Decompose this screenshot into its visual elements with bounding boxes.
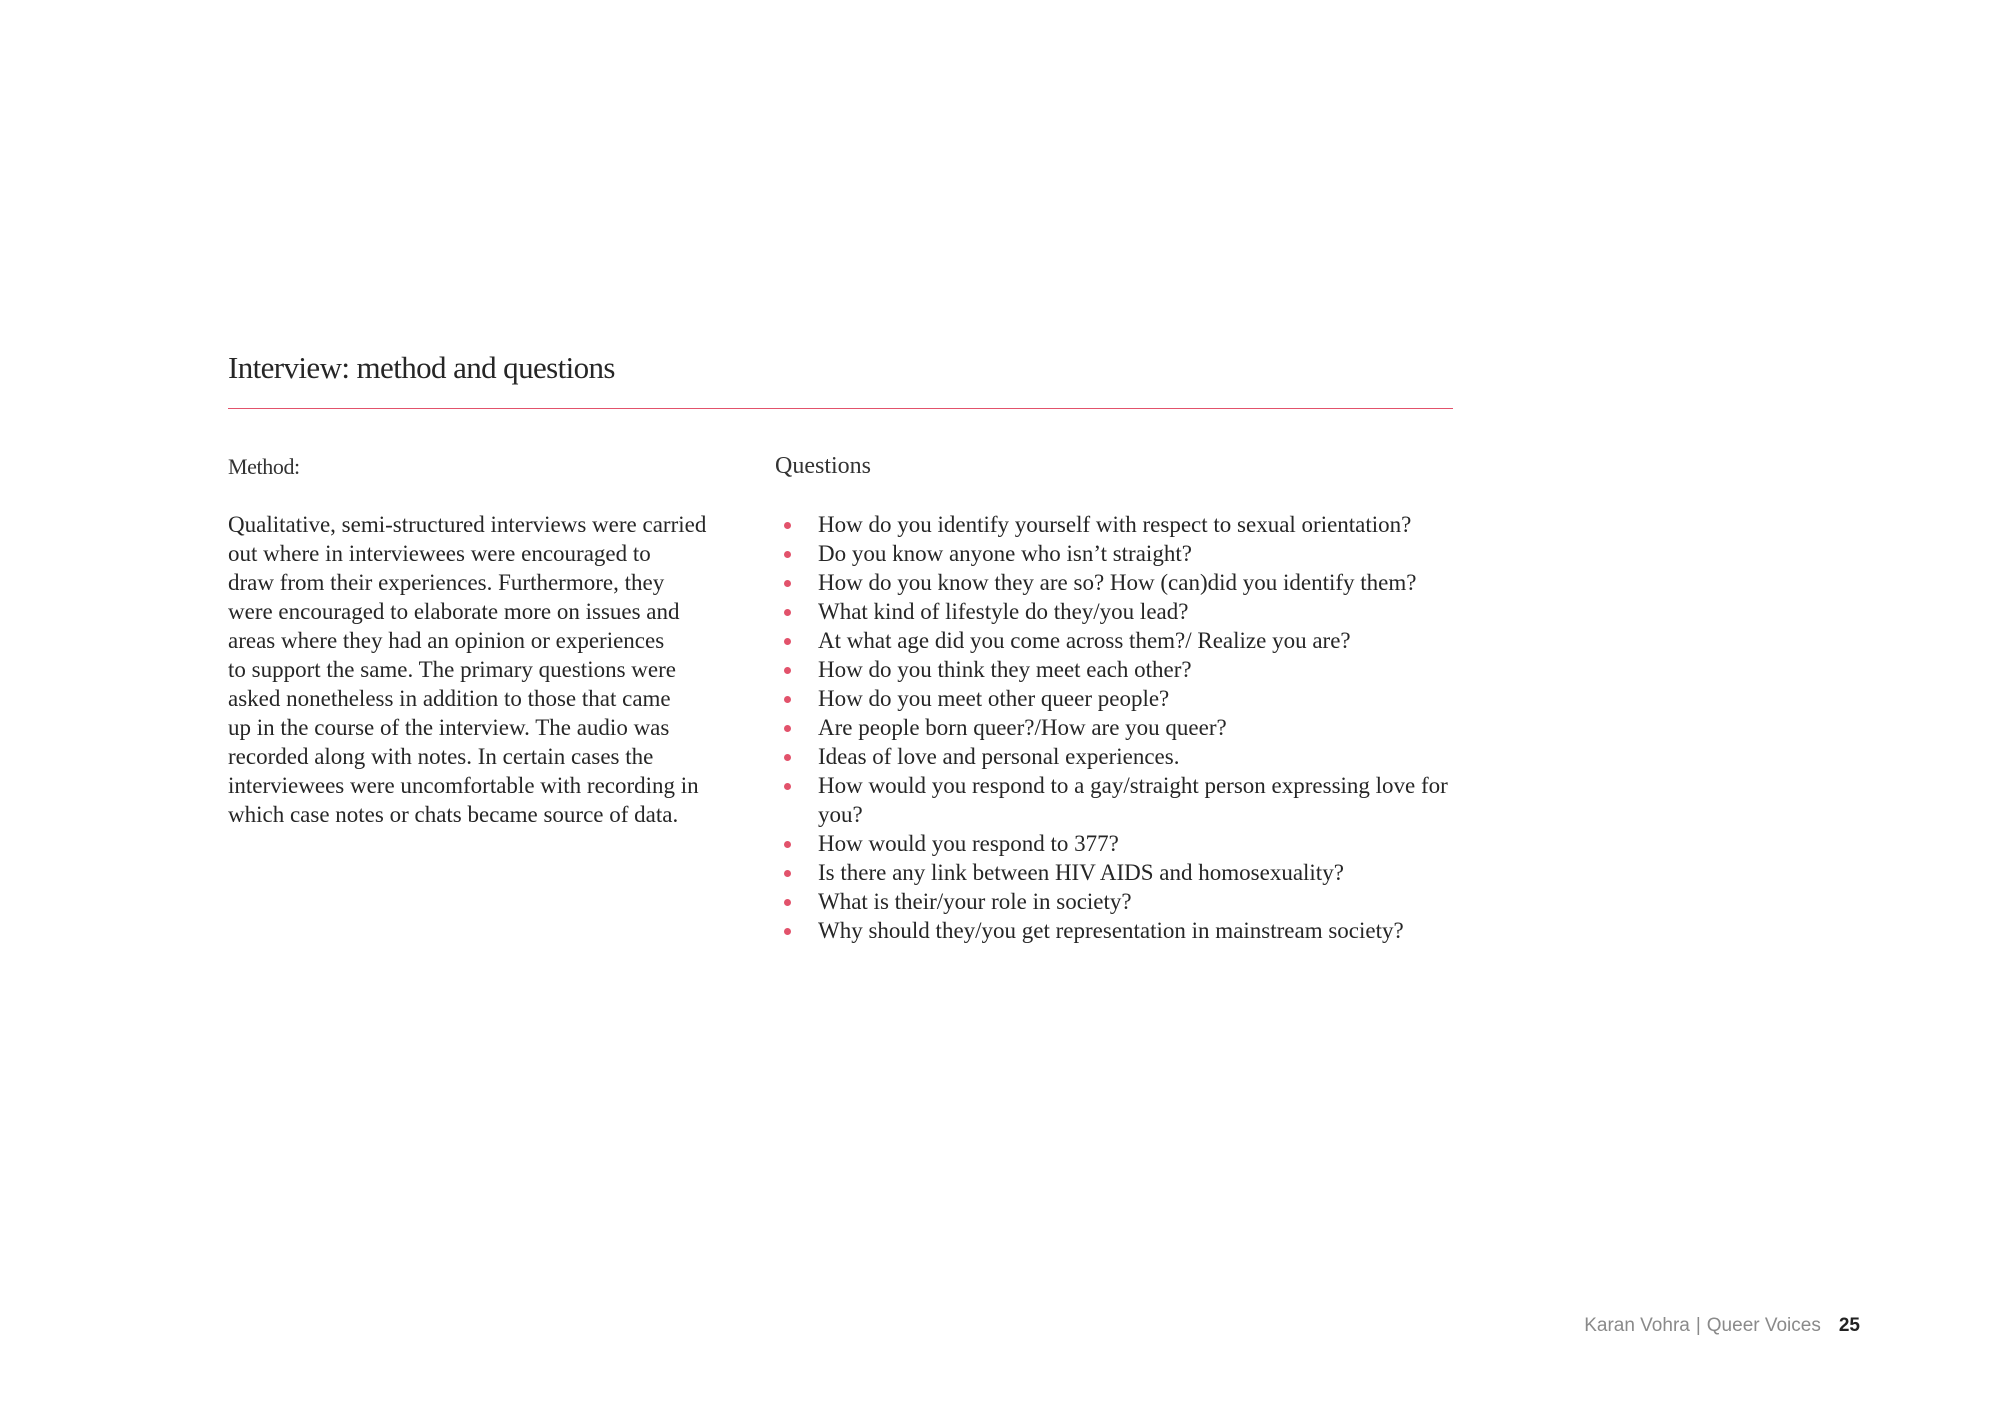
question-item [775, 713, 1475, 742]
page-number: 25 [1838, 1315, 1860, 1336]
method-line: asked nonetheless in addition to those that came [228, 686, 671, 711]
question-item [775, 684, 1475, 713]
method-line: which case notes or chats became source of data. [228, 802, 679, 827]
method-line: to support the same. The primary questions were [228, 657, 676, 682]
question-text: How do you identify yourself with respect to sexual orientation? [818, 512, 1412, 537]
question-text: Is there any link between HIV AIDS and homosexuality? [818, 860, 1344, 885]
question-text: How do you think they meet each other? [818, 657, 1192, 682]
bullet-icon [784, 928, 791, 935]
method-heading: Method: [228, 454, 300, 479]
bullet-icon [784, 754, 791, 761]
bullet-icon [784, 522, 791, 529]
question-text: Do you know anyone who isn’t straight? [818, 541, 1192, 566]
question-text: Ideas of love and personal experiences. [818, 744, 1180, 769]
question-text: What kind of lifestyle do they/you lead? [818, 599, 1189, 624]
question-text: How would you respond to a gay/straight person expressing love for you? [818, 773, 1448, 827]
method-paragraph [228, 510, 748, 829]
question-item [775, 597, 1475, 626]
question-item [775, 829, 1475, 858]
question-text: Are people born queer?/How are you queer? [818, 715, 1227, 740]
question-item [775, 539, 1475, 568]
question-text: How would you respond to 377? [818, 831, 1119, 856]
bullet-icon [784, 841, 791, 848]
question-text: How do you know they are so? How (can)did you identify them? [818, 570, 1417, 595]
method-line: interviewees were uncomfortable with recording in [228, 773, 699, 798]
question-item [775, 916, 1475, 945]
questions-heading: Questions [775, 453, 871, 479]
bullet-icon [784, 725, 791, 732]
bullet-icon [784, 783, 791, 790]
footer-author: Karan Vohra [1584, 1315, 1690, 1336]
question-item [775, 858, 1475, 887]
method-line: were encouraged to elaborate more on issues and [228, 599, 680, 624]
page-title: Interview: method and questions [228, 350, 615, 385]
question-item [775, 510, 1475, 539]
question-text: What is their/your role in society? [818, 889, 1132, 914]
bullet-icon [784, 580, 791, 587]
bullet-icon [784, 638, 791, 645]
question-item [775, 655, 1475, 684]
footer-publication: Queer Voices [1706, 1315, 1821, 1336]
question-text: Why should they/you get representation in mainstream society? [818, 918, 1404, 943]
question-item [775, 568, 1475, 597]
bullet-icon [784, 609, 791, 616]
method-line: areas where they had an opinion or experiences [228, 628, 665, 653]
question-item [775, 742, 1475, 771]
bullet-icon [784, 899, 791, 906]
bullet-icon [784, 870, 791, 877]
question-text: At what age did you come across them?/ Realize you are? [818, 628, 1351, 653]
questions-list [775, 510, 1475, 945]
method-line: recorded along with notes. In certain cases the [228, 744, 654, 769]
method-line: out where in interviewees were encouraged to [228, 541, 651, 566]
bullet-icon [784, 551, 791, 558]
title-divider [228, 408, 1453, 409]
bullet-icon [784, 667, 791, 674]
question-item [775, 887, 1475, 916]
question-item [775, 771, 1475, 829]
question-text: How do you meet other queer people? [818, 686, 1170, 711]
method-line: Qualitative, semi-structured interviews were carried [228, 512, 707, 537]
bullet-icon [784, 696, 791, 703]
page-footer [1584, 1315, 1860, 1337]
method-line: draw from their experiences. Furthermore, they [228, 570, 665, 595]
method-line: up in the course of the interview. The audio was [228, 715, 670, 740]
footer-separator: | [1695, 1315, 1701, 1336]
question-item [775, 626, 1475, 655]
